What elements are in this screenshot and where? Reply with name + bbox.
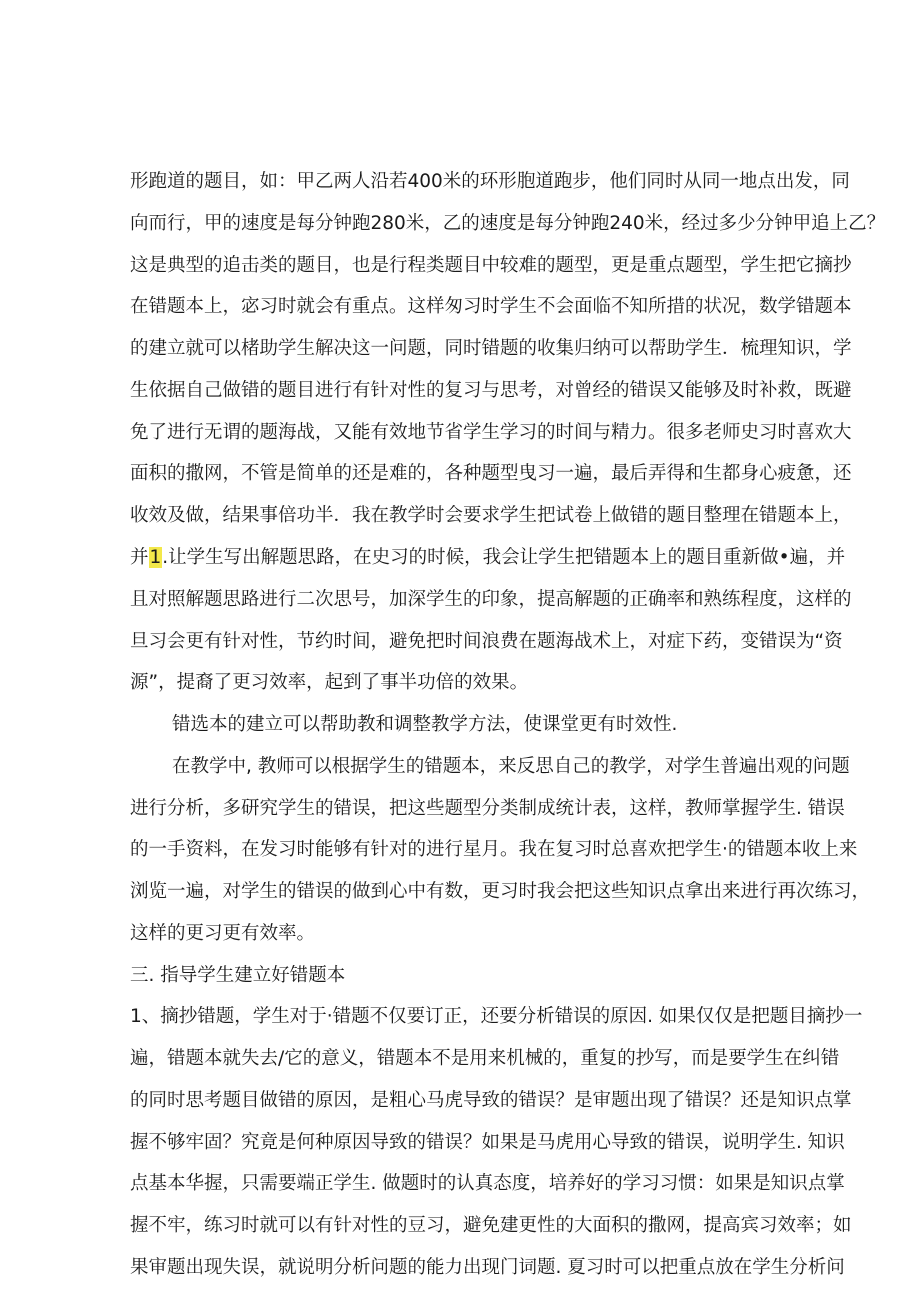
text-line: 遍，错题本就失去/它的意义，错题本不是用来机械的，重复的抄写，而是要学生在纠错 [130,1048,840,1069]
text-line: 免了进行无谓的题海战，又能有效地节省学生学习的时间与精力。很多老师史习时喜欢大 [130,422,852,443]
text-line: 且对照解题思路进行二次思号，加深学生的印象，提高解题的正确率和熟练程度，这样的 [130,589,852,610]
paragraph: 错选本的建立可以帮助教和调整教学方法，使课堂更有时效性. [172,714,678,735]
text-line: 这是典型的追击类的题目，也是行程类题目中较难的题型，更是重点题型，学生把它摘抄 [130,255,852,276]
text-line-with-highlight [130,544,846,572]
text-line: 的同时思考题目做错的原因，是粗心马虎导致的错误？是审题出现了错误？还是知识点掌 [130,1090,852,1111]
text-line: 握不够牢固？究竟是何种原因导致的错误？如果是马虎用心导致的错误，说明学生. 知识 [130,1132,845,1153]
text-line: 握不牢，练习时就可以有针对性的豆习，避免建更性的大面积的撒网，提高宾习效率；如 [130,1215,852,1236]
text-line: 源”，提裔了更习效率，起到了事半功倍的效果。 [130,672,529,693]
text-line: 在错题本上，宓习时就会有重点。这样匆习时学生不会面临不知所措的状况，数学错题本 [130,296,852,317]
text-line: 这样的更习更有效率。 [130,923,316,944]
text-line: 进行分析，多研究学生的错误，把这些题型分类制成统计表，这样，教师掌握学生. 错误 [130,798,845,819]
text-line: 旦习会更有针对性，节约时间，避免把时间浪费在题海战术上，对症下药，变错误为“资 [130,631,843,652]
text-line: 形跑道的题目，如：甲乙两人沿若400米的环形胞道跑步，他们同时从同一地点出发，同 [130,171,850,192]
text-line: 生依据自己做错的题目进行有针对性的复习与思考，对曾经的错误又能够及时补救，既避 [130,380,852,401]
text-line: 的建立就可以楮助学生解决这一问题，同时错题的收集归纳可以帮助学生．梳理知识，学 [130,338,852,359]
text-line: 果审题出现失误，就说明分析问题的能力出现门词题. 夏习时可以把重点放在学生分析问 [130,1257,845,1278]
text-line: 向而行，甲的速度是每分钟跑280米，乙的速度是每分钟跑240米，经过多少分钟甲追上乙？ [130,213,886,234]
text-fragment: 并 [130,547,149,568]
text-line: 收效及做，结果事倍功半．我在教学时会要求学生把试卷上做错的题目整理在错题本上， [130,505,852,526]
highlight-mark: 1 [149,547,162,568]
text-line: 在教学中, 教师可以根据学生的错题本，来反思自己的教学，对学生普遍出观的问题 [172,756,850,777]
text-line: 点基本华握，只需要端正学生. 做题时的认真态度，培养好的学习习惯：如果是知识点掌 [130,1173,845,1194]
text-line: 1、摘抄错题，学生对于·错题不仅要订正，还要分析错误的原因. 如果仅仅是把题目摘抄一 [130,1006,863,1027]
text-line: 面积的撒网，不管是简单的还是难的，各种题型曳习一遍，最后弄得和生都身心疲惫，还 [130,463,852,484]
text-fragment: .让学生写出解题思路，在史习的时候，我会让学生把错题本上的题目重新做•遍，并 [162,547,846,568]
text-line: 的一手资料，在发习时能够有针对的进行星月。我在复习时总喜欢把学生·的错题本收上来 [130,839,858,860]
section-heading: 三. 指导学生建立好错题本 [130,965,346,986]
text-line: 浏览一遍，对学生的错误的做到心中有数，更习时我会把这些知识点拿出来进行再次练习， [130,881,871,902]
